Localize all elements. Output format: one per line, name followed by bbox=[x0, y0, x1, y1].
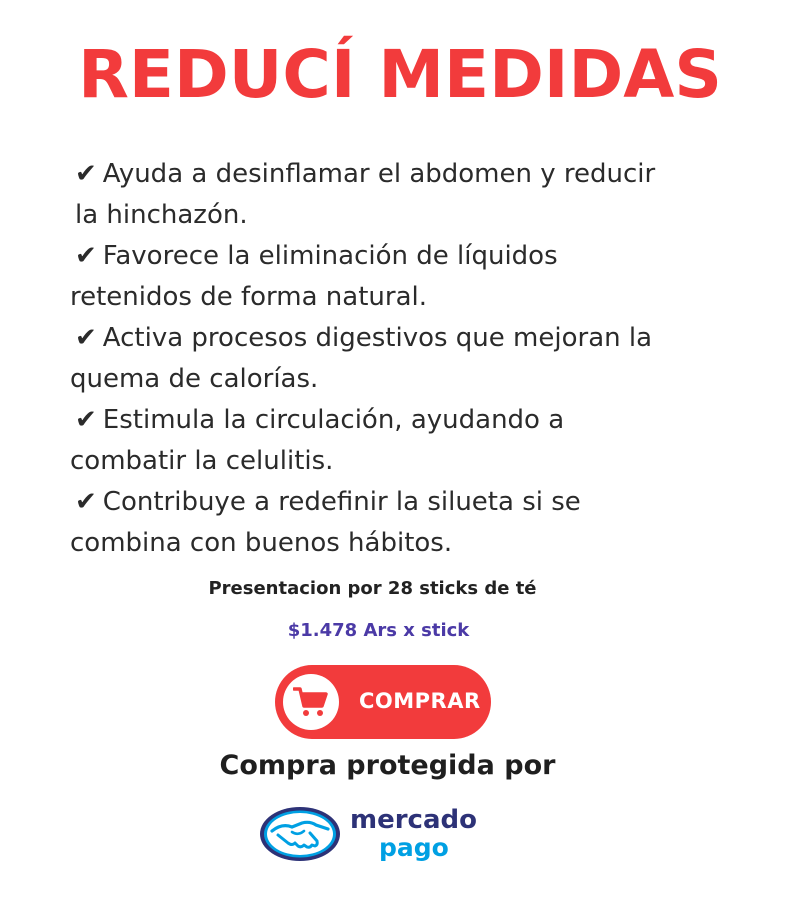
price-text: $1.478 Ars x stick bbox=[287, 620, 470, 641]
headline: REDUCÍ MEDIDAS bbox=[78, 36, 722, 113]
checkmark-icon: ✔ bbox=[75, 487, 97, 517]
benefit-line: Activa procesos digestivos que mejoran la bbox=[102, 323, 653, 353]
handshake-icon bbox=[258, 805, 342, 863]
buy-button[interactable] bbox=[275, 665, 491, 739]
benefits-list bbox=[70, 154, 735, 564]
benefit-item bbox=[70, 400, 735, 482]
buy-button-label: COMPRAR bbox=[359, 689, 481, 713]
mercado-pago-wordmark-line2: pago bbox=[379, 833, 449, 862]
benefit-line: retenidos de forma natural. bbox=[70, 282, 428, 312]
benefit-line: Favorece la eliminación de líquidos bbox=[102, 241, 558, 271]
checkmark-icon: ✔ bbox=[75, 241, 97, 271]
benefit-line: Ayuda a desinflamar el abdomen y reducir bbox=[102, 159, 656, 189]
benefit-item bbox=[70, 318, 735, 400]
benefit-line: quema de calorías. bbox=[70, 364, 319, 394]
benefit-line: Estimula la circulación, ayudando a bbox=[102, 405, 565, 435]
benefit-item bbox=[70, 482, 735, 564]
benefit-line: combatir la celulitis. bbox=[70, 446, 334, 476]
checkmark-icon: ✔ bbox=[75, 323, 97, 353]
cart-icon-circle bbox=[283, 674, 339, 730]
benefit-item bbox=[70, 236, 735, 318]
protected-purchase-text: Compra protegida por bbox=[219, 750, 556, 781]
benefit-line: la hinchazón. bbox=[75, 200, 248, 230]
benefit-item bbox=[75, 154, 735, 236]
shopping-cart-icon bbox=[293, 686, 329, 718]
benefit-line: combina con buenos hábitos. bbox=[70, 528, 453, 558]
checkmark-icon: ✔ bbox=[75, 159, 97, 189]
checkmark-icon: ✔ bbox=[75, 405, 97, 435]
mercado-pago-logo bbox=[258, 805, 498, 865]
mercado-pago-wordmark-line1: mercado bbox=[350, 805, 477, 835]
benefit-line: Contribuye a redefinir la silueta si se bbox=[102, 487, 581, 517]
presentation-text: Presentacion por 28 sticks de té bbox=[208, 578, 537, 599]
